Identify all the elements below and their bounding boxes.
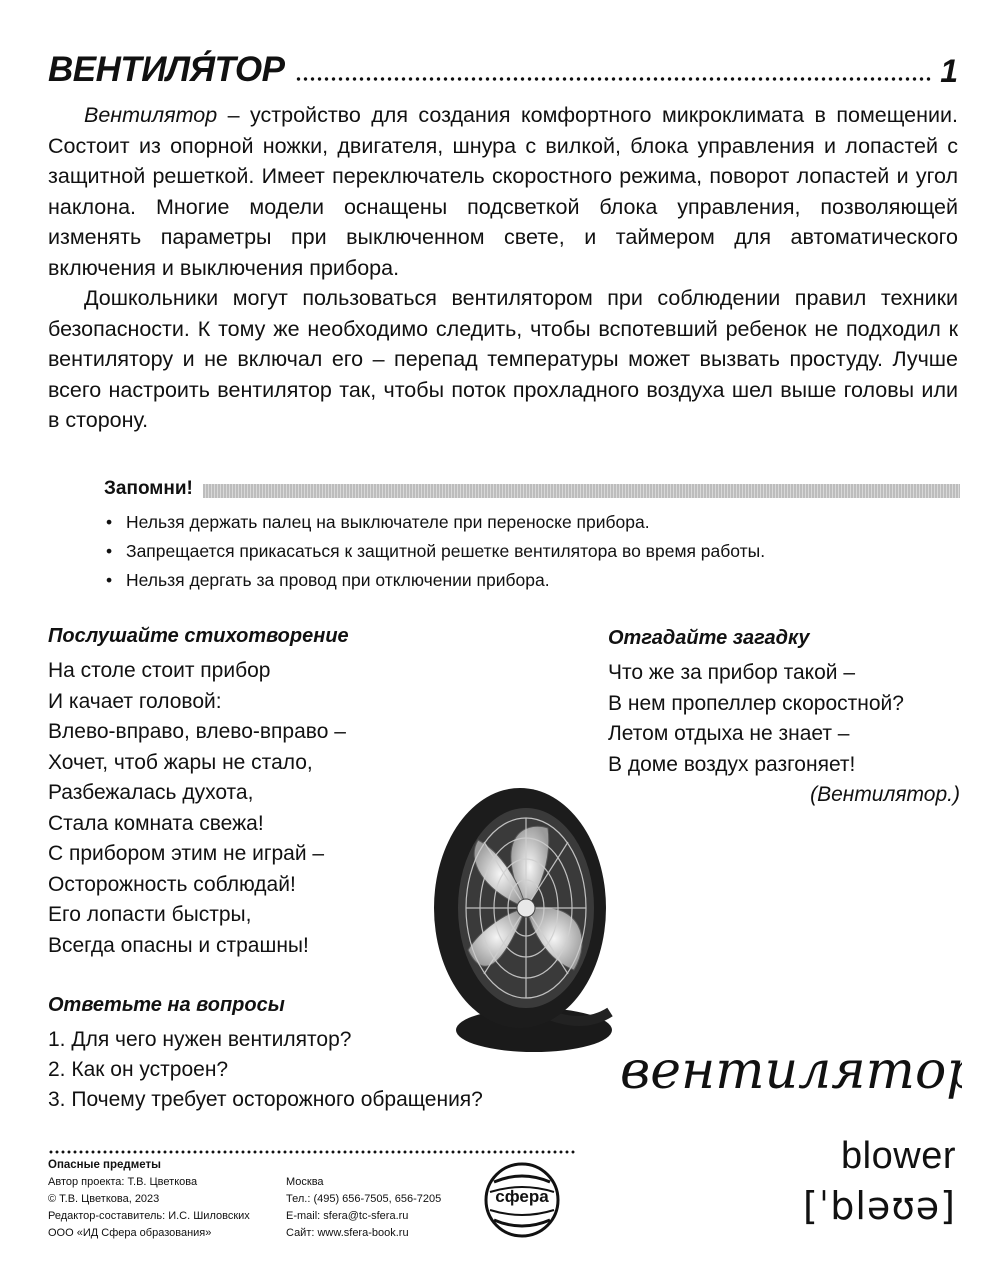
riddle-line: В нем пропеллер скоростной? [608,691,904,715]
riddle-line: В доме воздух разгоняет! [608,752,856,776]
footer-email: E-mail: sfera@tc-sfera.ru [286,1210,409,1222]
footer-phone: Тел.: (495) 656-7505, 656-7205 [286,1193,442,1205]
riddle-line: Что же за прибор такой – [608,661,856,684]
poem-line: С прибором этим не играй – [48,842,325,865]
riddle-section [608,627,968,811]
footer-divider-dots [48,1150,576,1154]
question-item: 1. Для чего нужен вентилятор? [48,1028,352,1051]
logo-text: сфера [495,1187,549,1206]
footer-publisher: ООО «ИД Сфера образования» [48,1227,212,1239]
english-word: blower [841,1135,956,1177]
safety-rules-list [104,508,960,595]
list-item: • Запрещается прикасаться к защитной решетке вентилятора во время работы. [104,537,960,566]
footer-contacts [286,1174,441,1242]
poem-line: Влево-вправо, влево-вправо – [48,720,346,743]
intro-paragraph-1-text: – устройство для создания комфортного микроклимата в помещении. Состоит из опорной ножки, двигателя, шнура с вилкой, блока управления и лопастей с защитной решеткой. Имеет переключатель скоростного режима, поворот лопастей и угол наклона. Многие модели оснащены подсветкой блока управления, позволяющей изменять параметры при выключенном свете, и таймером для автоматического включения и выключения прибора. [48,103,958,280]
remember-header [104,478,960,500]
title-leader-dots [295,77,933,81]
questions-section [48,994,608,1115]
riddle-lines [608,658,968,811]
intro-paragraph-1 [48,100,958,283]
riddle-answer: (Вентилятор.) [810,783,960,806]
footer-series: Опасные предметы [48,1159,161,1171]
title-row [48,42,958,90]
poem-line: Хочет, чтоб жары не стало, [48,750,313,774]
footer-city: Москва [286,1176,324,1188]
poem-line: Его лопасти быстры, [48,903,252,926]
list-item: • Нельзя держать палец на выключателе при переноске прибора. [104,508,960,537]
poem-line: На столе стоит прибор [48,659,271,682]
poem-line: Разбежалась духота, [48,781,254,804]
transcription: [ˈbləʊə] [802,1184,956,1228]
question-item: 2. Как он устроен? [48,1058,229,1081]
riddle-title: Отгадайте загадку [608,627,810,649]
poem-title: Послушайте стихотворение [48,625,349,647]
cursive-word-text: вентилятор [620,1041,962,1101]
page-number: 1 [940,53,958,89]
remember-decor-bar [203,484,960,498]
footer-credits [48,1157,250,1242]
intro-paragraph-2: Дошкольники могут пользоваться вентилятором при соблюдении правил техники безопасности. К тому же необходимо следить, чтобы вспотевший ребенок не подходил к вентилятору и не включал его – перепад температуры может вызвать простуду. Лучше всего настроить вентилятор так, чтобы поток прохладного воздуха шел выше головы или в сторону. [48,286,958,432]
footer-editor: Редактор-составитель: И.С. Шиловских [48,1210,250,1222]
poem-line: Всегда опасны и страшны! [48,933,309,957]
publisher-logo [482,1160,562,1240]
footer-copyright: © Т.В. Цветкова, 2023 [48,1193,160,1205]
list-item: • Нельзя дергать за провод при отключении прибора. [104,566,960,595]
remember-title: Запомни! [104,478,193,499]
cursive-word [612,1030,962,1110]
intro-text [48,100,958,436]
poem-section [48,625,468,961]
page-title: ВЕНТИЛЯ́ТОР [48,50,285,89]
questions-list [48,1025,608,1115]
poem-line: И качает головой: [48,689,222,713]
question-item: 3. Почему требует осторожного обращения? [48,1088,483,1111]
poem-lines [48,656,468,961]
poem-line: Осторожность соблюдай! [48,872,296,896]
poem-line: Стала комната свежа! [48,811,264,835]
riddle-line: Летом отдыха не знает – [608,722,850,745]
footer-site: Сайт: www.sfera-book.ru [286,1227,409,1239]
questions-title: Ответьте на вопросы [48,994,285,1016]
footer-author: Автор проекта: Т.В. Цветкова [48,1176,198,1188]
intro-lead-term: Вентилятор [84,103,218,127]
remember-block [104,478,960,595]
cursive-word-svg [612,1030,962,1110]
